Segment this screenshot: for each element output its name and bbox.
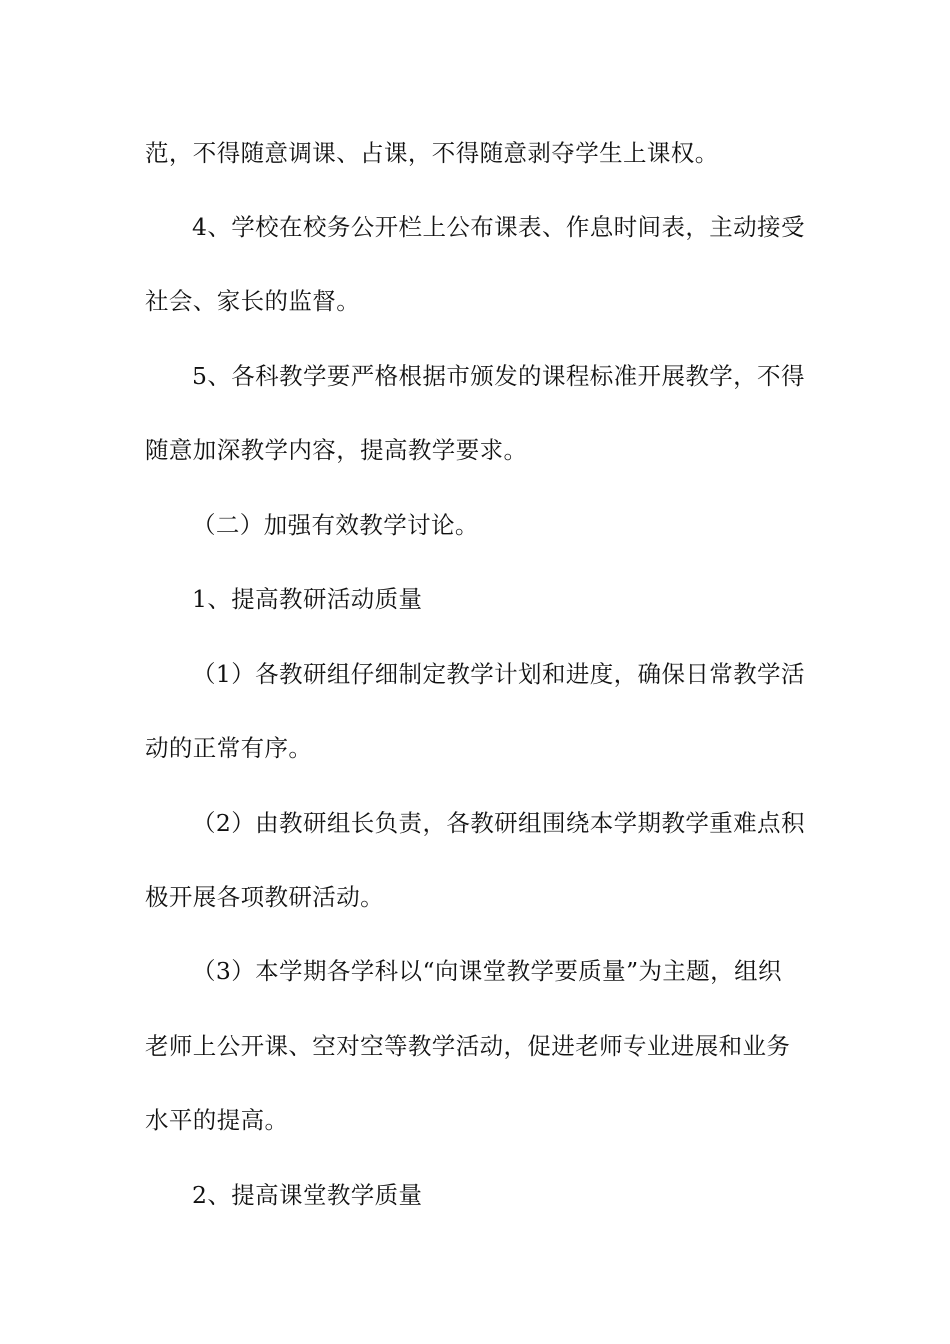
text-line: 5、各科教学要严格根据市颁发的课程标准开展教学，不得 [192, 362, 805, 390]
subsection-heading: 1、提高教研活动质量 [192, 585, 423, 613]
text-line: （2）由教研组长负责，各教研组围绕本学期教学重难点积 [192, 809, 805, 837]
text-line: 老师上公开课、空对空等教学活动，促进老师专业进展和业务 [145, 1032, 791, 1060]
text-line: 动的正常有序。 [145, 734, 313, 762]
text-line: （1）各教研组仔细制定教学计划和进度，确保日常教学活 [192, 660, 805, 688]
text-line: 随意加深教学内容，提高教学要求。 [145, 436, 528, 464]
text-line: 水平的提高。 [145, 1106, 289, 1134]
text-line: 范，不得随意调课、占课，不得随意剥夺学生上课权。 [145, 139, 719, 167]
section-heading: （二）加强有效教学讨论。 [192, 511, 479, 539]
subsection-heading: 2、提高课堂教学质量 [192, 1181, 423, 1209]
text-line: 4、学校在校务公开栏上公布课表、作息时间表，主动接受 [192, 213, 805, 241]
text-line: 社会、家长的监督。 [145, 287, 361, 315]
text-line: （3）本学期各学科以“向课堂教学要质量”为主题，组织 [192, 957, 782, 985]
text-line: 极开展各项教研活动。 [145, 883, 384, 911]
